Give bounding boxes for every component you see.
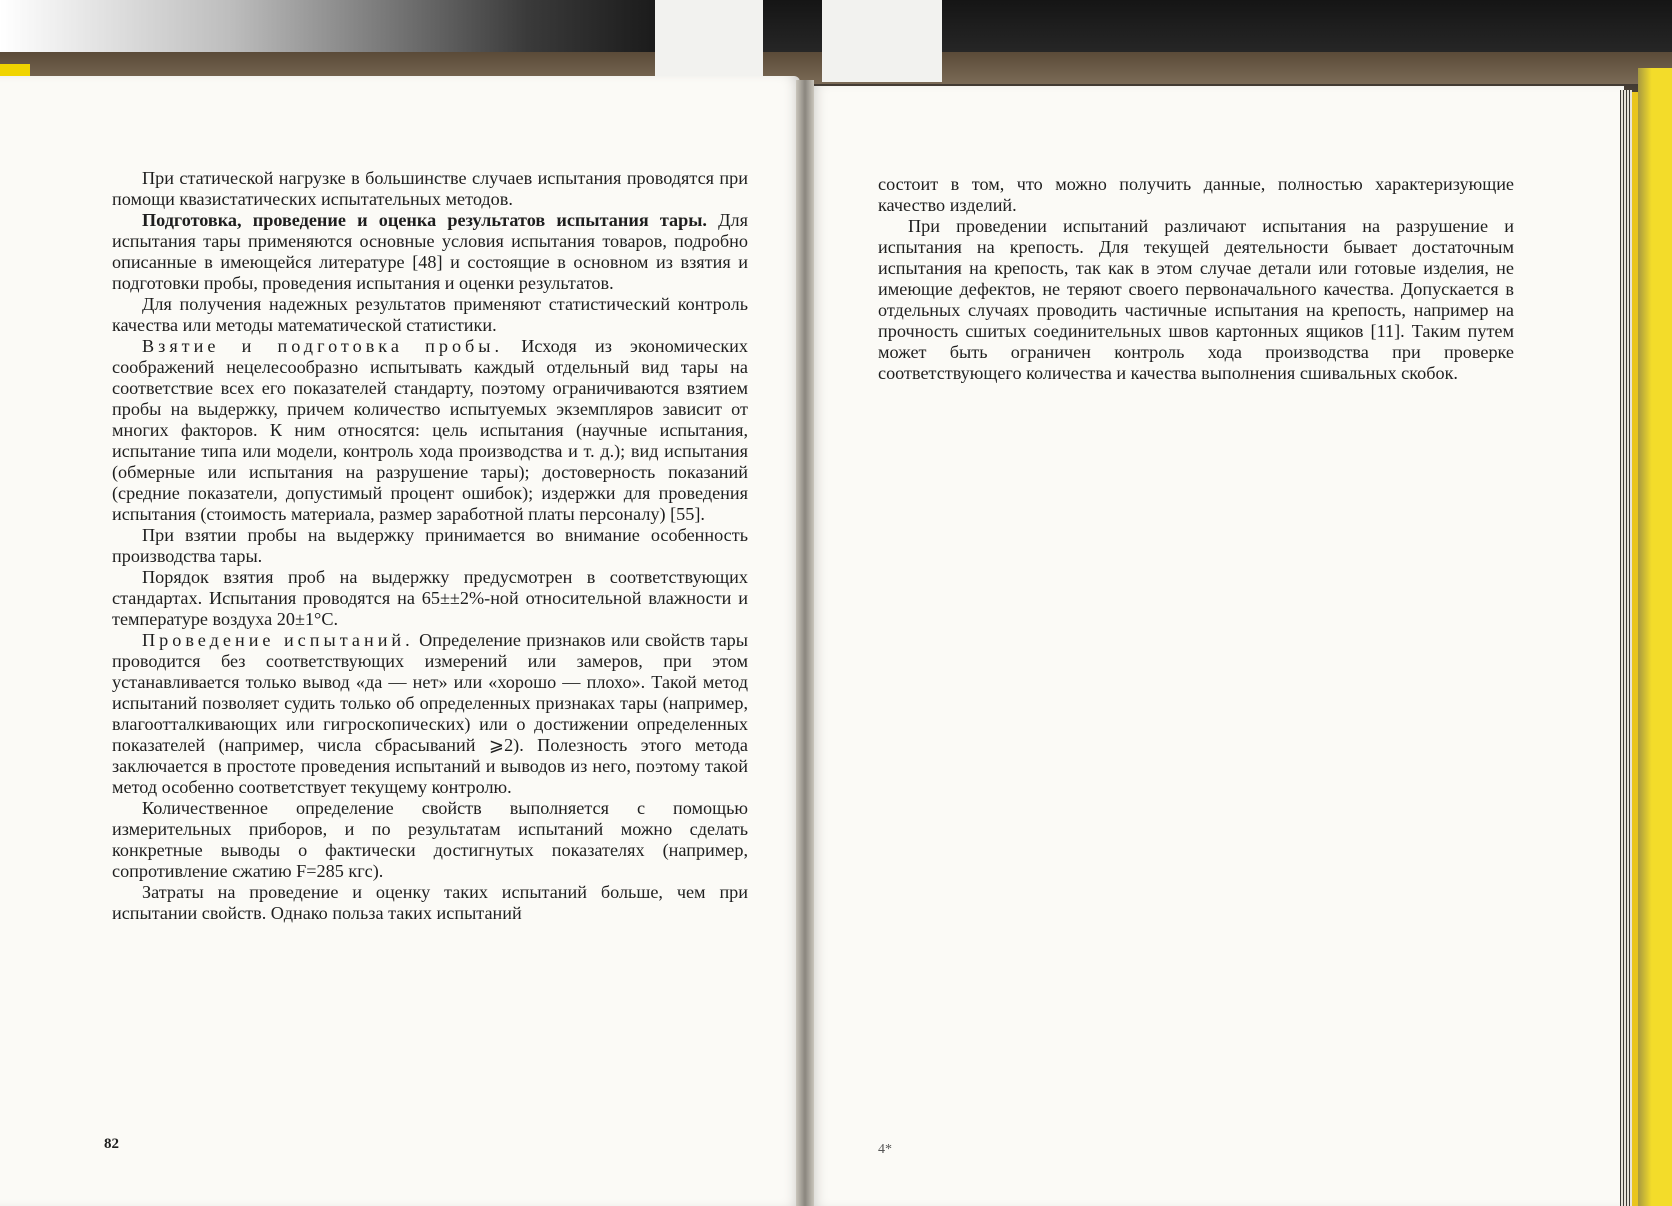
paragraph <box>112 798 748 882</box>
paragraph-text: При проведении испытаний различают испытания на разрушение и испытания на крепость. Для текущей деятельности бывает достаточным испытания на крепость, так как в этом случае детали или готовые изделия, не имеющие дефектов, не теряют своего первоначального качества. Допускается в отдельных случаях проводить частичные испытания на крепость, например на прочность сшитых соединительных швов картонных ящиков [11]. Таким путем может быть ограничен контроль хода производства при проверке соответствующего количества и качества выполнения сшивальных скобок. <box>878 216 1514 383</box>
paragraph-text: Определение признаков или свойств тары проводится без соответствующих измерений или замеров, при этом устанавливается только вывод «да — нет» или «хорошо — плохо». Такой метод испытаний позволяет судить только об определенных признаках тары (например, влагоотталкивающих или гигроскопических) или о достижении определенных показателей (например, числа сбрасываний ⩾2). Полезность этого метода заключается в простоте проведения испытаний и выводов из него, поэтому такой метод особенно соответствует текущему контролю. <box>112 630 748 797</box>
paragraph-text: Для испытания тары применяются основные условия испытания товаров, подробно описанные в имеющейся литературе [48] и состоящие в основном из взятия и подготовки пробы, проведения испытания и оценки результатов. <box>112 210 748 293</box>
section-heading: Подготовка, проведение и оценка результатов испытания тары. <box>142 210 707 230</box>
paragraph <box>878 174 1514 216</box>
paragraph-text: Порядок взятия проб на выдержку предусмотрен в соответствующих стандартах. Испытания проводятся на 65±±2%-ной относительной влажности и температуре воздуха 20±1°С. <box>112 567 748 629</box>
paragraph <box>112 210 748 294</box>
paragraph-text: состоит в том, что можно получить данные, полностью характеризующие качество изделий. <box>878 174 1514 215</box>
subsection-heading: Проведение испытаний. <box>142 630 414 650</box>
background-light <box>0 0 660 60</box>
paragraph <box>112 630 748 798</box>
left-page-text <box>112 168 748 924</box>
paragraph <box>112 567 748 630</box>
paragraph <box>112 294 748 336</box>
paragraph-text: Количественное определение свойств выполняется с помощью измерительных приборов, и по результатам испытаний можно сделать конкретные выводы о фактически достигнутых показателях (например, сопротивление сжатию F=285 кгс). <box>112 798 748 881</box>
paper-tab-left <box>655 0 763 80</box>
paper-tab-right <box>822 0 942 82</box>
right-page-text <box>878 174 1514 384</box>
paragraph-text: Исходя из экономических соображений нецелесообразно испытывать каждый отдельный вид тары на соответствие всех его показателей стандарту, поэтому ограничиваются взятием пробы на выдержку, причем количество испытуемых экземпляров зависит от многих факторов. К ним относятся: цель испытания (научные испытания, испытание типа или модели, контроль хода производства и т. д.); вид испытания (обмерные или испытания на разрушение тары); достоверность показаний (средние показатели, допустимый процент ошибок); издержки для проведения испытания (стоимость материала, размер заработной платы персоналу) [55]. <box>112 336 748 524</box>
signature-mark: 4* <box>878 1142 892 1157</box>
book-cover-edge-right <box>1638 68 1672 1206</box>
paragraph-text: Для получения надежных результатов применяют статистический контроль качества или методы математической статистики. <box>112 294 748 335</box>
page-number: 82 <box>104 1136 119 1152</box>
paragraph-text: Затраты на проведение и оценку таких испытаний больше, чем при испытании свойств. Однако польза таких испытаний <box>112 882 748 923</box>
page-edges <box>1620 90 1632 1206</box>
subsection-heading: Взятие и подготовка пробы. <box>142 336 504 356</box>
paragraph <box>112 882 748 924</box>
paragraph-text: При взятии пробы на выдержку принимается во внимание особенность производства тары. <box>112 525 748 566</box>
paragraph-text: При статической нагрузке в большинстве случаев испытания проводятся при помощи квазистатических испытательных методов. <box>112 168 748 209</box>
paragraph <box>112 525 748 567</box>
book-gutter <box>796 80 814 1206</box>
paragraph <box>112 168 748 210</box>
paragraph <box>112 336 748 525</box>
paragraph <box>878 216 1514 384</box>
